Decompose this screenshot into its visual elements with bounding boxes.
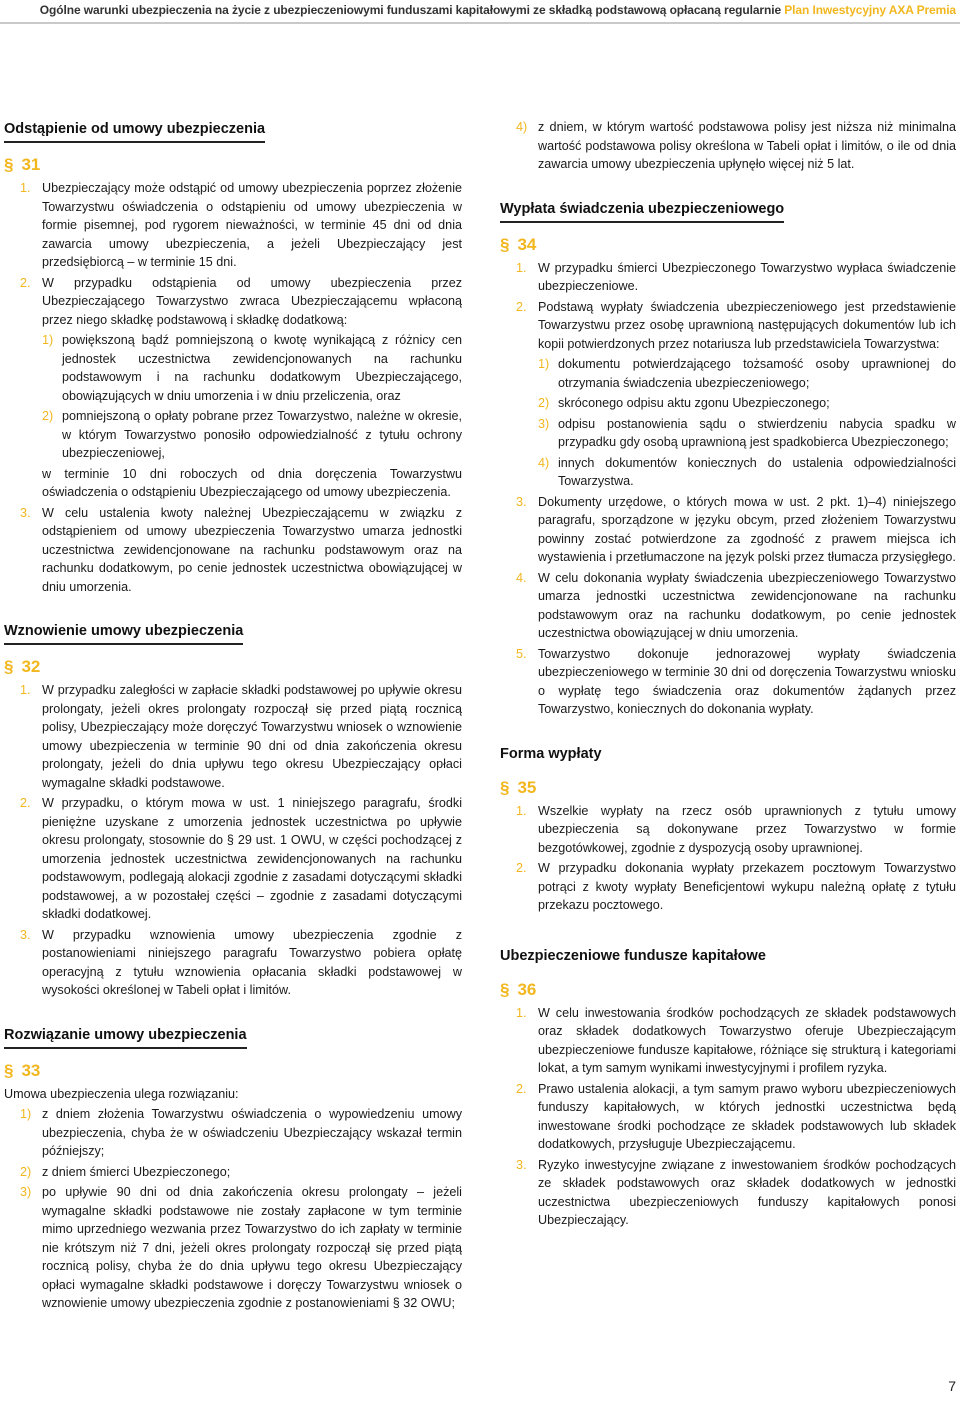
paragraph-number: § 35 xyxy=(500,777,537,797)
list-item: 2. Prawo ustalenia alokacji, a tym samym prawo wyboru ubezpieczeniowych funduszy kapitałowych, w których jednostki uczestnictwa będą inwestowane środki pochodzące ze składek podstawowych lub składek dodatkowych, przysługuje Ubezpieczającemu. xyxy=(516,1081,956,1151)
sub-item: 2) z dniem śmierci Ubezpieczonego; xyxy=(20,1164,231,1179)
sub-item: 3) po upływie 90 dni od dnia zakończenia okresu prolongaty – jeżeli wymagalne składki podstawowe nie zostały zapłacone w tym terminie mimo uprzedniego wezwania przez Towarzystwo do ich zapłaty w terminie nie krótszym niż 7 dni, jeżeli okres prolongaty rozpoczął się przed piątą rocznicą polisy, chyba że do dnia upływu tego okresu Ubezpieczający opłaci wymagalne składki podstawowe i doręczy Towarzystwu wniosek o wznowienie umowy ubezpieczenia zgodnie z postanowieniami § 32 OWU; xyxy=(20,1185,462,1310)
list-item: 1. Wszelkie wypłaty na rzecz osób uprawnionych z tytułu umowy ubezpieczenia są dokonywane przez Towarzystwo w formie bezgotówkowej, zgodnie z dyspozycją osoby uprawnionej. xyxy=(516,803,956,855)
paragraph-number: § 32 xyxy=(4,657,41,676)
section-sign-icon: § xyxy=(4,1060,14,1080)
section-sign-icon: § xyxy=(500,234,510,254)
page-header xyxy=(0,3,956,17)
list-item: 2. Podstawą wypłaty świadczenia ubezpieczeniowego jest przedstawienie Towarzystwu przez osobę uprawnioną następujących dokumentów lub ich kopii potwierdzonych przez notariusza lub przedstawiciela Towarzystwa: xyxy=(516,299,956,351)
header-title: Ogólne warunki ubezpieczenia na życie z ubezpieczeniowymi funduszami kapitałowymi ze składką podstawową opłacaną regularnie xyxy=(39,3,785,17)
sub-item: 1) dokumentu potwierdzającego tożsamość osoby uprawnionej do otrzymania świadczenia ubezpieczeniowego; xyxy=(538,357,956,390)
section-title-benefit-payment: Wypłata świadczenia ubezpieczeniowego xyxy=(500,200,784,223)
paragraph-number: § 34 xyxy=(500,234,537,254)
header-rule xyxy=(0,22,960,24)
list-item: 1. W celu inwestowania środków pochodzących ze składek podstawowych oraz składek dodatkowych Towarzystwo oferuje Ubezpieczającym ubezpieczeniowe fundusze kapitałowe, różniące się strukturą i kategoriami lokat, a tym samym wynikami inwestycyjnymi i profilem ryzyka. xyxy=(516,1005,956,1075)
section-title-withdrawal: Odstąpienie od umowy ubezpieczenia xyxy=(4,120,265,143)
header-product-name: Plan Inwestycyjny AXA Premia xyxy=(784,3,956,17)
intro-text: Umowa ubezpieczenia ulega rozwiązaniu: xyxy=(4,1086,239,1101)
list-item: 2. W przypadku, o którym mowa w ust. 1 niniejszego paragrafu, środki pieniężne uzyskane z umorzenia jednostek uczestnictwa po upływie okresu prolongaty, stosownie do § 29 ust. 1 OWU, w części pochodzącej z umorzenia jednostek uczestnictwa zewidencjonowanych na rachunku podstawowym, podlegają alokacji zgodnie z zasadami dotyczącymi składki podstawowej, a w pozostałej części – zgodnie z zasadami dotyczącymi składki dodatkowej. xyxy=(20,796,462,921)
sub-item: 3) odpisu postanowienia sądu o stwierdzeniu nabycia spadku w przypadku gdy osobą uprawnioną jest spadkobierca Ubezpieczonego; xyxy=(538,416,956,449)
right-column xyxy=(500,118,956,1232)
section-sign-icon: § xyxy=(500,777,510,797)
list-item: 3. Ryzyko inwestycyjne związane z inwestowaniem środków pochodzących ze składek podstawowych oraz składek dodatkowych w jednostki uczestnictwa ubezpieczeniowych funduszy kapitałowych ponosi Ubezpieczający. xyxy=(516,1157,956,1227)
sub-item: 2) pomniejszoną o opłaty pobrane przez Towarzystwo, należne w okresie, w którym Towarzystwo ponosiło odpowiedzialność z tytułu ochrony ubezpieczeniowej, xyxy=(42,409,462,460)
sub-item: 2) skróconego odpisu aktu zgonu Ubezpieczonego; xyxy=(538,396,830,410)
left-column xyxy=(4,112,462,1315)
list-item: 1. W przypadku zaległości w zapłacie składki podstawowej po upływie okresu prolongaty, jeżeli okres prolongaty rozpoczął się przed piątą rocznicą polisy, Ubezpieczający może doręczyć Towarzystwu wniosek o wznowienie umowy ubezpieczenia w terminie 90 dni od dnia zakończenia okresu prolongaty, jeżeli do dnia upływu tego okresu Ubezpieczający opłaci wymagalne składki podstawowe. xyxy=(20,683,462,790)
section-sign-icon: § xyxy=(4,155,14,174)
page-number: 7 xyxy=(948,1378,956,1394)
list-item: 5. Towarzystwo dokonuje jednorazowej wypłaty świadczenia ubezpieczeniowego w terminie 30 dni od doręczenia Towarzystwu wniosku o wypłatę tego świadczenia oraz dokumentów żądanych przez Towarzystwo, koniecznych do dokonania wypłaty. xyxy=(516,646,956,716)
section-title-payment-form: Forma wypłaty xyxy=(500,745,602,762)
sub-item: 1) powiększoną bądź pomniejszoną o kwotę wynikającą z różnicy cen jednostek uczestnictwa zewidencjonowanych na rachunku podstawowym i na rachunku dodatkowym Ubezpieczającego, obowiązujących w dniu umorzenia i w dniu przeliczenia, oraz xyxy=(42,333,462,403)
list-item: 2. W przypadku odstąpienia od umowy ubezpieczenia przez Ubezpieczającego Towarzystwo zwraca Ubezpieczającemu wpłaconą przez niego składkę podstawową i składkę dodatkową: xyxy=(20,275,462,327)
list-item: 3. W przypadku wznowienia umowy ubezpieczenia zgodnie z postanowieniami niniejszego paragrafu Towarzystwo pobiera opłatę operacyjną z tytułu wznowienia opłacania składki podstawowej w wysokości określonej w Tabeli opłat i limitów. xyxy=(20,927,462,997)
paragraph-number: § 31 xyxy=(4,155,41,174)
paragraph-text: w terminie 10 dni roboczych od dnia doręczenia Towarzystwu oświadczenia o odstąpieniu Ubezpieczającego od umowy ubezpieczenia. xyxy=(42,466,462,499)
paragraph-number: § 36 xyxy=(500,979,537,999)
section-title-capital-funds: Ubezpieczeniowe fundusze kapitałowe xyxy=(500,947,766,964)
section-sign-icon: § xyxy=(4,657,14,676)
list-item: 3. Dokumenty urzędowe, o których mowa w ust. 2 pkt. 1)–4) niniejszego paragrafu, sporządzone w języku obcym, przed złożeniem Towarzystwu powinny zostać potwierdzone za zgodność z prawem miejsca ich wystawienia i przetłumaczone na język polski przez tłumacza przysięgłego. xyxy=(516,494,956,564)
paragraph-number: § 33 xyxy=(4,1060,41,1080)
sub-item: 4) innych dokumentów koniecznych do ustalenia odpowiedzialności Towarzystwa. xyxy=(538,455,956,488)
list-item: 2. W przypadku dokonania wypłaty przekazem pocztowym Towarzystwo potrąci z kwoty wypłaty Beneficjentowi wykupu należną opłatę z tytułu przekazu pocztowego. xyxy=(516,861,956,912)
list-item: 1. W przypadku śmierci Ubezpieczonego Towarzystwo wypłaca świadczenie ubezpieczeniowe. xyxy=(516,260,956,293)
sub-item: 4) z dniem, w którym wartość podstawowa polisy jest niższa niż minimalna wartość podstawowa polisy określona w Tabeli opłat i limitów, o ile od dnia zawarcia umowy ubezpieczenia upłynęło więcej niż 5 lat. xyxy=(516,120,956,171)
list-item: 4. W celu dokonania wypłaty świadczenia ubezpieczeniowego Towarzystwo umarza jednostki uczestnictwa zewidencjonowane na rachunku podstawowym oraz na rachunku dodatkowym, po cenie jednostek uczestnictwa obowiązującej w dniu umorzenia. xyxy=(516,570,956,640)
list-item: 3. W celu ustalenia kwoty należnej Ubezpieczającemu w związku z odstąpieniem od umowy ubezpieczenia Towarzystwo umarza jednostki uczestnictwa zewidencjonowane na rachunku podstawowym oraz na rachunku dodatkowym, po cenie jednostek uczestnictwa obowiązującej w dniu umorzenia. xyxy=(20,505,462,594)
sub-item: 1) z dniem złożenia Towarzystwu oświadczenia o wypowiedzeniu umowy ubezpieczenia, chyba że w oświadczeniu Ubezpieczający wskazał termin późniejszy; xyxy=(20,1107,462,1158)
section-sign-icon: § xyxy=(500,979,510,999)
list-item: 1. Ubezpieczający może odstąpić od umowy ubezpieczenia poprzez złożenie Towarzystwu oświadczenia o odstąpieniu od umowy ubezpieczenia w formie pisemnej, pod rygorem nieważności, w terminie 45 dni od dnia zawarcia umowy ubezpieczenia, a jeżeli Ubezpieczający jest przedsiębiorcą – w terminie 15 dni. xyxy=(20,181,462,269)
section-title-termination: Rozwiązanie umowy ubezpieczenia xyxy=(4,1026,247,1049)
section-title-renewal: Wznowienie umowy ubezpieczenia xyxy=(4,622,243,645)
